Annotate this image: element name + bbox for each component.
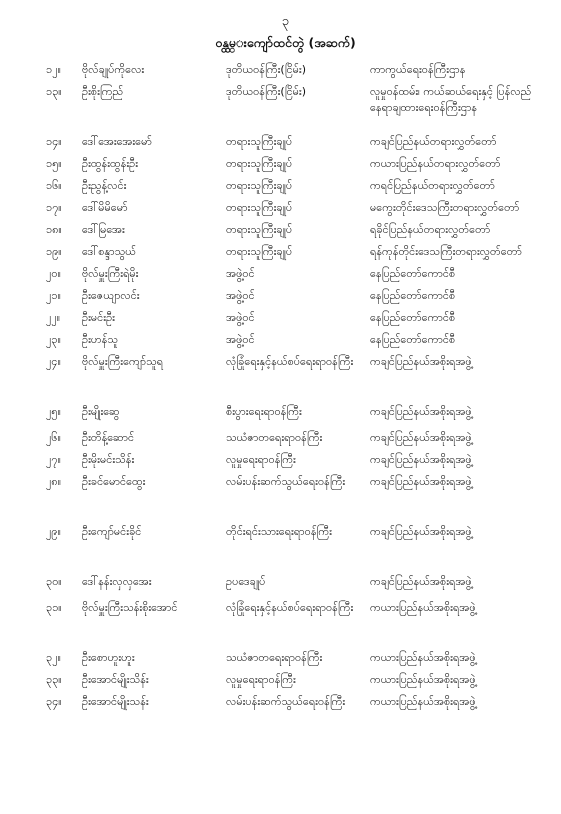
row-number: ၃၄။ xyxy=(46,695,62,708)
person-name: ဒေါ်မိမိမော် xyxy=(82,201,128,214)
row-number: ၁၉။ xyxy=(46,245,62,258)
person-name: ဦးတိန့်ဆောင် xyxy=(82,431,135,444)
row-number: ၃၀။ xyxy=(46,575,62,588)
person-name: ဦးစောဟူးဟူး xyxy=(82,651,135,664)
position-title: လမ်းပန်းဆက်သွယ်ရေးဝန်ကြီး xyxy=(226,695,346,708)
row-number: ၂၈။ xyxy=(46,475,62,488)
table-row xyxy=(0,84,561,124)
position-title: ဥပဒေချုပ် xyxy=(226,575,266,588)
organization-name: ကချင်ပြည်နယ်တရားလွှတ်တော် xyxy=(370,135,497,148)
person-name: ဦးအောင်မျိုးသိန်း xyxy=(82,673,149,686)
page-title: ဝန္ထမ္းကျော်ထင်တွဲ (အဆက်) xyxy=(215,35,356,50)
organization-name: ရန်ကုန်တိုင်းဒေသကြီးတရားလွှတ်တော် xyxy=(370,245,522,258)
row-number: ၂၂။ xyxy=(46,311,61,324)
person-name: ဦးကျော်မင်းခိုင် xyxy=(82,525,142,538)
table-row xyxy=(0,650,561,666)
organization-name: ကချင်ပြည်နယ်အစိုးရအဖွဲ့ xyxy=(370,355,472,368)
organization-name: နေပြည်တော်ကောင်စီ xyxy=(370,311,456,324)
organization-name: ကချင်ပြည်နယ်အစိုးရအဖွဲ့ xyxy=(370,453,472,466)
row-number: ၁၃။ xyxy=(46,85,62,98)
position-title: ဒုတိယဝန်ကြီး(ငြိမ်း) xyxy=(226,63,307,76)
row-number: ၂၀။ xyxy=(46,267,61,280)
organization-name: ကယားပြည်နယ်အစိုးရအဖွဲ့ xyxy=(370,651,476,664)
position-title: လုံခြုံရေးနှင့်နယ်စပ်ရေးရာဝန်ကြီး xyxy=(226,601,354,614)
table-row xyxy=(0,200,561,216)
table-row xyxy=(0,332,561,348)
position-title: အဖွဲ့ဝင် xyxy=(226,311,255,324)
organization-name: နေပြည်တော်ကောင်စီ xyxy=(370,267,456,280)
organization-name: နေပြည်တော်ကောင်စီ xyxy=(370,289,456,302)
row-number: ၃၃။ xyxy=(46,673,62,686)
table-row xyxy=(0,600,561,640)
position-title: တရားသူကြီးချုပ် xyxy=(226,223,293,236)
table-row xyxy=(0,694,561,734)
table-row xyxy=(0,452,561,468)
organization-name: ရခိုင်ပြည်နယ်တရားလွှတ်တော် xyxy=(370,223,491,236)
organization-name: မကွေးတိုင်းဒေသကြီးတရားလွှတ်တော် xyxy=(370,201,520,214)
person-name: ဦးဟန်သူ xyxy=(82,333,118,346)
person-name: ဦးထွန်းထွန်းဦး xyxy=(82,157,139,170)
person-name: ဦးမင်းဦး xyxy=(82,311,115,324)
row-number: ၂၇။ xyxy=(46,453,61,466)
row-number: ၂၃။ xyxy=(46,333,61,346)
table-row xyxy=(0,354,561,394)
person-name: ဦးမိုးမင်းသိန်း xyxy=(82,453,135,466)
table-row xyxy=(0,524,561,564)
position-title: တိုင်းရင်းသားရေးရာဝန်ကြီး xyxy=(226,525,332,538)
position-title: တရားသူကြီးချုပ် xyxy=(226,201,293,214)
row-number: ၂၅။ xyxy=(46,405,61,418)
position-title: လုံခြုံရေးနှင့်နယ်စပ်ရေးရာဝန်ကြီး xyxy=(226,355,354,368)
person-name: ဒေါ်အေးအေးမော် xyxy=(82,135,152,148)
person-name: ဦးဇေယျာလင်း xyxy=(82,289,140,302)
table-row xyxy=(0,672,561,688)
position-title: တရားသူကြီးချုပ် xyxy=(226,135,293,148)
table-row xyxy=(0,178,561,194)
person-name: ဒေါ်နန်းလှလှအေး xyxy=(82,575,152,588)
position-title: အဖွဲ့ဝင် xyxy=(226,289,255,302)
table-row xyxy=(0,222,561,238)
organization-name: နေပြည်တော်ကောင်စီ xyxy=(370,333,456,346)
table-row xyxy=(0,62,561,78)
organization-name: ကချင်ပြည်နယ်အစိုးရအဖွဲ့ xyxy=(370,475,472,488)
list-table xyxy=(0,62,561,734)
organization-name: ကရင်ပြည်နယ်တရားလွှတ်တော် xyxy=(370,179,495,192)
table-row xyxy=(0,574,561,590)
person-name: ဦးစိုးကြည် xyxy=(82,85,124,98)
person-name: ဗိုလ်ချုပ်ကိုလေး xyxy=(82,63,145,76)
table-row xyxy=(0,430,561,446)
table-row xyxy=(0,474,561,514)
row-number: ၁၆။ xyxy=(46,179,62,192)
position-title: အဖွဲ့ဝင် xyxy=(226,333,255,346)
person-name: ဦးမျိုးဆွေ xyxy=(82,405,120,418)
table-row xyxy=(0,134,561,150)
table-row xyxy=(0,156,561,172)
row-number: ၁၄။ xyxy=(46,135,62,148)
position-title: လူမှုရေးရာဝန်ကြီး xyxy=(226,453,296,466)
row-number: ၂၄။ xyxy=(46,355,61,368)
position-title: လမ်းပန်းဆက်သွယ်ရေးဝန်ကြီး xyxy=(226,475,346,488)
row-number: ၂၆။ xyxy=(46,431,61,444)
row-number: ၃၁။ xyxy=(46,601,62,614)
person-name: ဦးခင်မောင်ထွေး xyxy=(82,475,146,488)
row-number: ၁၈။ xyxy=(46,223,62,236)
position-title: လူမှုရေးရာဝန်ကြီး xyxy=(226,673,296,686)
page-number: ၃ xyxy=(281,14,290,29)
organization-name: ကယားပြည်နယ်အစိုးရအဖွဲ့ xyxy=(370,673,476,686)
organization-name: ကာကွယ်ရေးဝန်ကြီးဌာန xyxy=(370,63,466,76)
position-title: တရားသူကြီးချုပ် xyxy=(226,179,293,192)
row-number: ၂၉။ xyxy=(46,525,61,538)
table-row xyxy=(0,288,561,304)
row-number: ၁၅။ xyxy=(46,157,62,170)
person-name: ဒေါ်မြအေး xyxy=(82,223,125,236)
person-name: ဒေါ်စန္ဒာသွယ် xyxy=(82,245,136,258)
position-title: တရားသူကြီးချုပ် xyxy=(226,157,293,170)
position-title: အဖွဲ့ဝင် xyxy=(226,267,255,280)
organization-name: လူမှုဝန်ထမ်း၊ ကယ်ဆယ်ရေးနှင့် ပြန်လည်နေရာချထားရေးဝန်ကြီးဌာန xyxy=(370,85,532,114)
table-row xyxy=(0,266,561,282)
table-row xyxy=(0,310,561,326)
organization-name: ကချင်ပြည်နယ်အစိုးရအဖွဲ့ xyxy=(370,431,472,444)
position-title: သယံဇာတရေးရာဝန်ကြီး xyxy=(226,431,323,444)
person-name: ဦးအောင်မျိုးသန်း xyxy=(82,695,149,708)
row-number: ၃၂။ xyxy=(46,651,61,664)
row-number: ၁၇။ xyxy=(46,201,62,214)
table-row xyxy=(0,404,561,420)
row-number: ၁၂။ xyxy=(46,63,61,76)
organization-name: ကယားပြည်နယ်အစိုးရအဖွဲ့ xyxy=(370,695,476,708)
organization-name: ကယားပြည်နယ်အစိုးရအဖွဲ့ xyxy=(370,601,476,614)
position-title: သယံဇာတရေးရာဝန်ကြီး xyxy=(226,651,323,664)
organization-name: ကချင်ပြည်နယ်အစိုးရအဖွဲ့ xyxy=(370,525,472,538)
organization-name: ကချင်ပြည်နယ်အစိုးရအဖွဲ့ xyxy=(370,405,472,418)
organization-name: ကယားပြည်နယ်တရားလွှတ်တော် xyxy=(370,157,501,170)
row-number: ၂၁။ xyxy=(46,289,61,302)
organization-name: ကချင်ပြည်နယ်အစိုးရအဖွဲ့ xyxy=(370,575,472,588)
position-title: စီးပွားရေးရာဝန်ကြီး xyxy=(226,405,302,418)
person-name: ဦးညွန့်လင်း xyxy=(82,179,127,192)
person-name: ဗိုလ်မှူးကြီးသန်းစိုးအောင် xyxy=(82,601,178,614)
position-title: ဒုတိယဝန်ကြီး(ငြိမ်း) xyxy=(226,85,307,98)
person-name: ဗိုလ်မှူးကြီးရဲမိုး xyxy=(82,267,139,280)
table-row xyxy=(0,244,561,260)
position-title: တရားသူကြီးချုပ် xyxy=(226,245,293,258)
person-name: ဗိုလ်မှူးကြီးကျော်သူရ xyxy=(82,355,164,368)
